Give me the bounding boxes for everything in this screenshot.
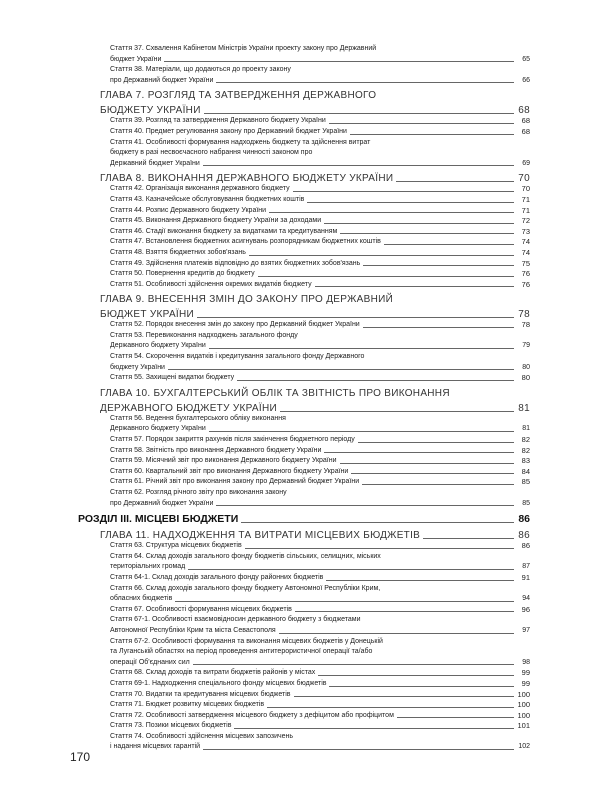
toc-page-number: 70	[518, 173, 530, 185]
toc-entry-article	[100, 541, 530, 552]
toc-page-number: 80	[521, 373, 530, 383]
toc-page-number: 91	[521, 572, 530, 582]
dot-leader	[209, 348, 514, 349]
dot-leader	[324, 223, 514, 224]
toc-entry-text: Стаття 56. Ведення бухгалтерського обліку виконання	[110, 414, 286, 422]
toc-entry-article	[100, 552, 530, 563]
toc-page-number: 78	[518, 309, 530, 321]
toc-entry-article	[100, 138, 530, 149]
toc-entry-text: Стаття 43. Казначейське обслуговування бюджетних коштів	[110, 195, 305, 203]
toc-page-number: 68	[521, 116, 530, 126]
toc-page-number: 80	[522, 363, 530, 371]
dot-leader	[318, 675, 514, 676]
toc-entry-continuation	[100, 159, 530, 170]
toc-page-number: 76	[521, 279, 530, 289]
toc-entry-chapter	[100, 105, 530, 116]
dot-leader	[326, 580, 514, 581]
dot-leader	[216, 82, 514, 83]
toc-page-number: 76	[521, 269, 530, 279]
toc-entry-article	[100, 280, 530, 291]
toc-page-number: 94	[522, 595, 530, 603]
toc-entry-text: бюджет України	[110, 55, 162, 63]
dot-leader	[293, 191, 514, 192]
toc-entry-text: ГЛАВА 9. ВНЕСЕННЯ ЗМІН ДО ЗАКОНУ ПРО ДЕРЖАВНИЙ	[100, 294, 394, 306]
dot-leader	[175, 601, 514, 602]
dot-leader	[324, 452, 514, 453]
toc-entry-text: операції Об'єднаних сил	[110, 658, 190, 666]
toc-entry-text: Стаття 57. Порядок закриття рахунків після закінчення бюджетного періоду	[110, 436, 355, 444]
dot-leader	[295, 611, 514, 612]
toc-entry-text: Державного бюджету України	[110, 425, 206, 433]
page-number: 170	[70, 750, 91, 764]
toc-page-number: 70	[521, 184, 530, 194]
toc-entry-article	[100, 700, 530, 711]
toc-entry-text: Стаття 67. Особливості формування місцевих бюджетів	[110, 605, 292, 613]
toc-page-number: 81	[522, 425, 530, 433]
toc-entry-text: ГЛАВА 7. РОЗГЛЯД ТА ЗАТВЕРДЖЕННЯ ДЕРЖАВНОГО	[100, 90, 377, 102]
toc-entry-article	[100, 435, 530, 446]
toc-page-number: 87	[522, 563, 530, 571]
toc-entry-continuation	[100, 562, 530, 573]
toc-entry-article	[100, 373, 530, 384]
dot-leader	[307, 202, 514, 203]
toc-entry-article	[100, 184, 530, 195]
toc-entry-text: Стаття 38. Матеріали, що додаються до проекту закону	[110, 66, 291, 74]
toc-entry-text: бюджету в разі несвоєчасного набрання чинності законом про	[110, 149, 313, 157]
toc-entry-article	[100, 477, 530, 488]
dot-leader	[245, 548, 514, 549]
dot-leader	[280, 411, 514, 412]
toc-entry-article	[100, 488, 530, 499]
dot-leader	[168, 369, 514, 370]
toc-entry-continuation	[100, 424, 530, 435]
toc-entry-text: Стаття 66. Склад доходів загального фонду бюджету Автономної Республіки Крим,	[110, 584, 381, 592]
dot-leader	[329, 123, 514, 124]
toc-page-number: 86	[518, 530, 530, 542]
toc-page-number: 86	[518, 513, 530, 526]
toc-entry-continuation	[100, 341, 530, 352]
toc-entry-text: Стаття 50. Повернення кредитів до бюджету	[110, 270, 255, 278]
toc-entry-article	[100, 711, 530, 722]
toc-entry-article	[100, 237, 530, 248]
toc-entry-text: Стаття 48. Взяття бюджетних зобов'язань	[110, 248, 246, 256]
toc-entry-article	[100, 352, 530, 363]
toc-entry-text: Стаття 49. Здійснення платежів відповідно до взятих бюджетних зобов'язань	[110, 259, 361, 267]
toc-entry-text: БЮДЖЕТ УКРАЇНИ	[100, 309, 195, 321]
toc-page-number: 65	[522, 55, 530, 63]
dot-leader	[423, 538, 514, 539]
toc-entry-article	[100, 206, 530, 217]
toc-entry-text: Стаття 64. Склад доходів загального фонду бюджетів сільських, селищних, міських	[110, 552, 381, 560]
dot-leader	[340, 463, 514, 464]
dot-leader	[358, 442, 514, 443]
dot-leader	[241, 522, 514, 523]
toc-entry-article	[100, 127, 530, 138]
toc-page-number: 85	[522, 499, 530, 507]
toc-entry-article	[100, 320, 530, 331]
dot-leader	[188, 569, 514, 570]
toc-entry-continuation	[100, 363, 530, 374]
toc-page-number: 96	[521, 604, 530, 614]
toc-entry-text: Стаття 74. Особливості здійснення місцевих запозичень	[110, 732, 294, 740]
toc-entry-text: Стаття 67-1. Особливості взаємовідносин державного бюджету з бюджетами	[110, 616, 361, 624]
toc-entry-text: БЮДЖЕТУ УКРАЇНИ	[100, 105, 201, 117]
dot-leader	[351, 473, 514, 474]
toc-entry-section	[78, 513, 530, 526]
toc-entry-text: Стаття 63. Структура місцевих бюджетів	[110, 542, 242, 550]
dot-leader	[269, 212, 514, 213]
toc-entry-article	[100, 467, 530, 478]
dot-leader	[397, 717, 514, 718]
dot-leader	[315, 286, 514, 287]
dot-leader	[234, 728, 514, 729]
toc-page-number: 69	[522, 159, 530, 167]
toc-page-number: 101	[517, 721, 530, 731]
dot-leader	[193, 664, 514, 665]
dot-leader	[249, 255, 514, 256]
dot-leader	[363, 327, 514, 328]
toc-entry-text: Стаття 37. Схвалення Кабінетом Міністрів України проекту закону про Державний	[110, 45, 377, 52]
toc-page-number: 79	[522, 342, 530, 350]
toc-entry-text: ДЕРЖАВНОГО БЮДЖЕТУ УКРАЇНИ	[100, 402, 277, 414]
toc-entry-text: Стаття 39. Розгляд та затвердження Державного бюджету України	[110, 117, 326, 125]
toc-entry-text: Стаття 60. Квартальний звіт про виконання Державного бюджету України	[110, 467, 349, 475]
toc-entry-text: Стаття 73. Позики місцевих бюджетів	[110, 722, 232, 730]
toc-entry-text: Державний бюджет України	[110, 159, 200, 167]
toc-entry-continuation	[100, 76, 530, 87]
toc-entry-text: ГЛАВА 8. ВИКОНАННЯ ДЕРЖАВНОГО БЮДЖЕТУ УКРАЇНИ	[100, 173, 394, 185]
toc-entry-article	[100, 668, 530, 679]
toc-entry-chapter	[100, 403, 530, 414]
toc-page-number: 68	[521, 126, 530, 136]
toc-entry-text: про Державний бюджет України	[110, 76, 214, 84]
toc-page-number: 100	[517, 689, 530, 699]
toc-page-number: 74	[521, 247, 530, 257]
toc-page-number: 99	[521, 678, 530, 688]
dot-leader	[362, 484, 514, 485]
toc-entry-article	[100, 248, 530, 259]
dot-leader	[329, 686, 514, 687]
toc-entry-article	[100, 44, 530, 55]
toc-entry-text: і надання місцевих гарантій	[110, 743, 201, 751]
toc-entry-article	[100, 679, 530, 690]
toc-entry-article	[100, 446, 530, 457]
toc-entry-chapter	[100, 309, 530, 320]
toc-entry-text: Стаття 40. Предмет регулювання закону про Державний бюджет України	[110, 127, 347, 135]
toc-entry-chapter	[100, 530, 530, 541]
toc-entry-continuation	[100, 148, 530, 159]
toc-entry-text: Стаття 71. Бюджет розвитку місцевих бюджетів	[110, 701, 265, 709]
toc-entry-text: Стаття 64-1. Склад доходів загального фонду районних бюджетів	[110, 573, 324, 581]
dot-leader	[209, 431, 514, 432]
toc-entry-article	[100, 414, 530, 425]
toc-entry-text: РОЗДІЛ III. МІСЦЕВІ БЮДЖЕТИ	[78, 513, 239, 526]
toc-entry-chapter-line	[100, 294, 530, 305]
toc-page-number: 100	[517, 710, 530, 720]
dot-leader	[204, 113, 514, 114]
toc-entry-article	[100, 637, 530, 648]
dot-leader	[340, 233, 514, 234]
toc-page-number: 74	[521, 237, 530, 247]
toc-page-number: 97	[522, 626, 530, 634]
toc-entry-text: Стаття 61. Річний звіт про виконання закону про Державний бюджет України	[110, 478, 360, 486]
toc-entry-article	[100, 331, 530, 342]
toc-page-number: 73	[521, 226, 530, 236]
toc-entry-continuation	[100, 499, 530, 510]
toc-page-number: 82	[521, 445, 530, 455]
toc-entry-text: Стаття 72. Особливості затвердження місцевого бюджету з дефіцитом або профіцитом	[110, 711, 394, 719]
dot-leader	[267, 707, 514, 708]
toc-entry-continuation	[100, 626, 530, 637]
toc-entry-text: Стаття 45. Виконання Державного бюджету України за доходами	[110, 217, 322, 225]
toc-entry-text: Стаття 68. Склад доходів та витрати бюджетів районів у містах	[110, 669, 316, 677]
toc-entry-text: Стаття 51. Особливості здійснення окремих видатків бюджету	[110, 280, 312, 288]
dot-leader	[279, 633, 514, 634]
toc-entry-text: Стаття 55. Захищені видатки бюджету	[110, 374, 235, 382]
toc-entry-article	[100, 269, 530, 280]
toc-entry-article	[100, 615, 530, 626]
toc-entry-text: Стаття 41. Особливості формування надходжень бюджету та здійснення витрат	[110, 138, 371, 146]
dot-leader	[258, 276, 514, 277]
toc-entry-article	[100, 456, 530, 467]
toc-entry-text: Стаття 54. Скорочення видатків і кредитування загального фонду Державного	[110, 353, 365, 361]
toc-entry-text: бюджету України	[110, 363, 165, 371]
toc-entry-text: Стаття 67-2. Особливості формування та виконання місцевих бюджетів у Донецькій	[110, 637, 383, 645]
toc-page-number: 82	[521, 435, 530, 445]
toc-entry-text: та Луганській областях на період проведення антитерористичної операції та/або	[110, 648, 373, 656]
toc-entry-article	[100, 721, 530, 732]
toc-entry-text: Стаття 42. Організація виконання державного бюджету	[110, 185, 290, 193]
toc-entry-text: ГЛАВА 11. НАДХОДЖЕННЯ ТА ВИТРАТИ МІСЦЕВИХ БЮДЖЕТІВ	[100, 530, 421, 542]
toc-page-number: 100	[517, 700, 530, 710]
toc-entry-text: Стаття 62. Розгляд річного звіту про виконання закону	[110, 489, 287, 496]
dot-leader	[294, 696, 515, 697]
toc-entry-text: Стаття 53. Перевиконання надходжень загального фонду	[110, 331, 298, 339]
dot-leader	[350, 134, 514, 135]
toc-entry-continuation	[100, 658, 530, 669]
toc-entry-article	[100, 65, 530, 76]
toc-entry-article	[100, 690, 530, 701]
toc-page-number: 75	[521, 258, 530, 268]
toc-page-number: 83	[521, 456, 530, 466]
toc-entry-text: Стаття 58. Звітність про виконання Державного бюджету України	[110, 446, 322, 454]
toc-entry-continuation	[100, 594, 530, 605]
dot-leader	[237, 380, 514, 381]
toc-page-number: 71	[521, 205, 530, 215]
toc-entry-article	[100, 732, 530, 743]
toc-entry-text: Стаття 70. Видатки та кредитування місцевих бюджетів	[110, 690, 291, 698]
toc-entry-text: про Державний бюджет України	[110, 499, 214, 507]
toc-entry-text: обласних бюджетів	[110, 595, 173, 603]
dot-leader	[396, 181, 514, 182]
toc-entry-continuation	[100, 742, 530, 753]
toc-entry-text: Стаття 47. Встановлення бюджетних асигнувань розпорядникам бюджетних коштів	[110, 238, 381, 246]
toc-entry-article	[100, 605, 530, 616]
toc-entry-chapter-line	[100, 90, 530, 101]
toc-entry-continuation	[100, 55, 530, 66]
toc-page-number: 72	[521, 216, 530, 226]
toc-entry-text: Стаття 59. Місячний звіт про виконання Державного бюджету України	[110, 457, 337, 465]
toc-entry-article	[100, 195, 530, 206]
dot-leader	[164, 61, 514, 62]
toc-page-number: 98	[522, 658, 530, 666]
dot-leader	[384, 244, 514, 245]
toc-page-number: 86	[521, 541, 530, 551]
toc-entry-text: Стаття 44. Розпис Державного бюджету України	[110, 206, 267, 214]
toc-page-number: 68	[518, 105, 530, 117]
toc-entry-chapter	[100, 173, 530, 184]
toc-entry-text: Стаття 46. Стадії виконання бюджету за видатками та кредитуванням	[110, 227, 338, 235]
toc-entry-text: Стаття 52. Порядок внесення змін до закону про Державний бюджет України	[110, 321, 360, 329]
toc-entry-article	[100, 116, 530, 127]
toc-entry-text: територіальних громад	[110, 563, 186, 571]
toc-page-number: 85	[521, 477, 530, 487]
dot-leader	[197, 317, 514, 318]
toc-entry-article	[100, 259, 530, 270]
toc-entry-article	[100, 227, 530, 238]
toc-page-number: 99	[521, 668, 530, 678]
dot-leader	[216, 505, 514, 506]
toc-entry-chapter-line	[100, 388, 530, 399]
toc-entry-text: Стаття 69-1. Надходження спеціального фонду місцевих бюджетів	[110, 679, 327, 687]
dot-leader	[203, 749, 514, 750]
toc-entry-article	[100, 216, 530, 227]
toc-page-number: 78	[521, 320, 530, 330]
dot-leader	[363, 265, 514, 266]
toc-entry-continuation	[100, 647, 530, 658]
toc-entry-text: ГЛАВА 10. БУХГАЛТЕРСЬКИЙ ОБЛІК ТА ЗВІТНІСТЬ ПРО ВИКОНАННЯ	[100, 387, 450, 399]
toc-page-number: 102	[518, 743, 530, 751]
toc-entry-text: Автономної Республіки Крим та міста Севастополя	[110, 626, 276, 634]
toc-page-number: 84	[521, 466, 530, 476]
toc-page-number: 81	[518, 402, 530, 414]
toc-page-number: 71	[521, 194, 530, 204]
toc-page-number: 66	[522, 76, 530, 84]
toc-entry-article	[100, 584, 530, 595]
dot-leader	[203, 165, 514, 166]
toc-entry-article	[100, 573, 530, 584]
toc-entry-text: Державного бюджету України	[110, 342, 206, 350]
table-of-contents	[78, 44, 530, 753]
